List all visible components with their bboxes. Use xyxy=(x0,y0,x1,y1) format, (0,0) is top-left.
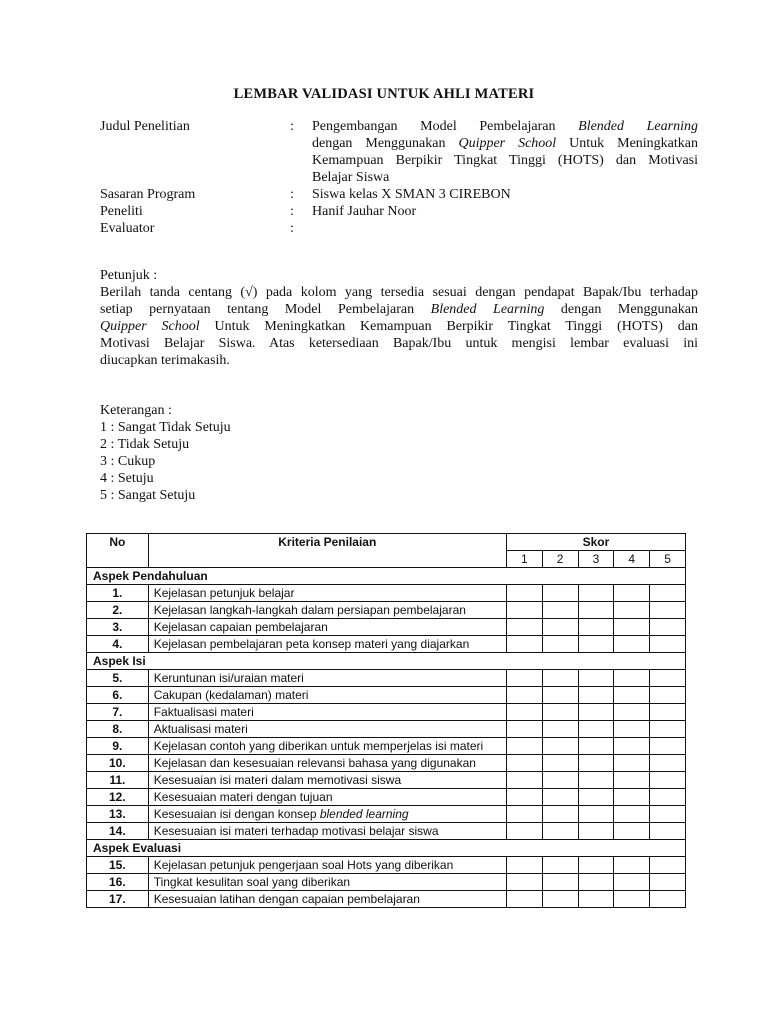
score-cell-2[interactable] xyxy=(542,806,578,823)
score-cell-3[interactable] xyxy=(578,857,614,874)
row-criterion: Kejelasan dan kesesuaian relevansi bahasa yang digunakan xyxy=(148,755,506,772)
row-criterion: Kejelasan contoh yang diberikan untuk memperjelas isi materi xyxy=(148,738,506,755)
score-cell-1[interactable] xyxy=(506,806,542,823)
row-number: 10. xyxy=(87,755,149,772)
row-number: 7. xyxy=(87,704,149,721)
score-cell-2[interactable] xyxy=(542,602,578,619)
score-cell-3[interactable] xyxy=(578,602,614,619)
instructions xyxy=(100,267,698,369)
score-cell-2[interactable] xyxy=(542,789,578,806)
score-cell-1[interactable] xyxy=(506,891,542,908)
table-row xyxy=(87,619,686,636)
legend-heading: Keterangan : xyxy=(100,403,172,418)
score-cell-3[interactable] xyxy=(578,704,614,721)
table-row xyxy=(87,687,686,704)
score-cell-3[interactable] xyxy=(578,823,614,840)
row-criterion: Kesesuaian latihan dengan capaian pembelajaran xyxy=(148,891,506,908)
row-number: 14. xyxy=(87,823,149,840)
score-cell-4[interactable] xyxy=(614,619,650,636)
score-cell-3[interactable] xyxy=(578,636,614,653)
instructions-heading: Petunjuk : xyxy=(100,268,158,283)
table-row xyxy=(87,857,686,874)
table-row xyxy=(87,670,686,687)
table-header-row xyxy=(87,534,686,551)
row-criterion: Kejelasan langkah-langkah dalam persiapan pembelajaran xyxy=(148,602,506,619)
section-row xyxy=(87,568,686,585)
table-row xyxy=(87,636,686,653)
score-cell-5[interactable] xyxy=(650,772,686,789)
page-title: LEMBAR VALIDASI UNTUK AHLI MATERI xyxy=(233,86,535,102)
table-row xyxy=(87,806,686,823)
row-number: 6. xyxy=(87,687,149,704)
judul-label: Judul Penelitian xyxy=(100,119,190,134)
row-number: 15. xyxy=(87,857,149,874)
score-cell-5[interactable] xyxy=(650,721,686,738)
row-criterion: Kejelasan petunjuk pengerjaan soal Hots yang diberikan xyxy=(148,857,506,874)
score-cell-4[interactable] xyxy=(614,789,650,806)
score-cell-1[interactable] xyxy=(506,755,542,772)
row-criterion: Keruntunan isi/uraian materi xyxy=(148,670,506,687)
row-number: 2. xyxy=(87,602,149,619)
score-cell-2[interactable] xyxy=(542,772,578,789)
score-cell-3[interactable] xyxy=(578,874,614,891)
instructions-line: Motivasi Belajar Siswa. Atas ketersediaan Bapak/Ibu untuk mengisi lembar evaluasi ini xyxy=(100,336,698,351)
score-cell-2[interactable] xyxy=(542,874,578,891)
row-number: 16. xyxy=(87,874,149,891)
skor-level-5: 5 xyxy=(650,551,686,568)
score-cell-1[interactable] xyxy=(506,585,542,602)
table-row xyxy=(87,874,686,891)
score-cell-3[interactable] xyxy=(578,772,614,789)
sasaran-value: Siswa kelas X SMAN 3 CIREBON xyxy=(312,187,511,202)
header-skor: Skor xyxy=(506,534,685,551)
row-criterion: Kejelasan capaian pembelajaran xyxy=(148,619,506,636)
row-number: 8. xyxy=(87,721,149,738)
row-criterion: Faktualisasi materi xyxy=(148,704,506,721)
score-cell-3[interactable] xyxy=(578,619,614,636)
table-row xyxy=(87,891,686,908)
table-row xyxy=(87,602,686,619)
score-cell-1[interactable] xyxy=(506,738,542,755)
instructions-line: Berilah tanda centang (√) pada kolom yang tersedia sesuai dengan pendapat Bapak/Ibu terhadap xyxy=(100,285,698,300)
score-cell-2[interactable] xyxy=(542,670,578,687)
score-cell-4[interactable] xyxy=(614,704,650,721)
judul-line: dengan Menggunakan Quipper School Untuk Meningkatkan xyxy=(312,136,698,151)
judul-row xyxy=(100,118,698,186)
score-cell-2[interactable] xyxy=(542,636,578,653)
instructions-line: Quipper School Untuk Meningkatkan Kemampuan Berpikir Tingkat Tinggi (HOTS) dan xyxy=(100,319,698,334)
score-cell-1[interactable] xyxy=(506,602,542,619)
score-cell-2[interactable] xyxy=(542,857,578,874)
score-cell-1[interactable] xyxy=(506,874,542,891)
table-row xyxy=(87,772,686,789)
score-cell-3[interactable] xyxy=(578,755,614,772)
row-criterion: Kejelasan pembelajaran peta konsep materi yang diajarkan xyxy=(148,636,506,653)
score-cell-5[interactable] xyxy=(650,602,686,619)
instructions-line: setiap pernyataan tentang Model Pembelajaran Blended Learning dengan Menggunakan xyxy=(100,302,698,317)
section-title: Aspek Pendahuluan xyxy=(87,568,686,585)
instructions-line: diucapkan terimakasih. xyxy=(100,353,230,368)
legend-item: 3 : Cukup xyxy=(100,454,156,469)
evaluator-row xyxy=(100,220,698,237)
row-number: 9. xyxy=(87,738,149,755)
score-cell-4[interactable] xyxy=(614,857,650,874)
validation-table xyxy=(86,533,686,908)
score-cell-5[interactable] xyxy=(650,874,686,891)
score-cell-1[interactable] xyxy=(506,772,542,789)
score-cell-4[interactable] xyxy=(614,636,650,653)
score-cell-2[interactable] xyxy=(542,755,578,772)
score-cell-5[interactable] xyxy=(650,806,686,823)
score-cell-5[interactable] xyxy=(650,670,686,687)
evaluator-label: Evaluator xyxy=(100,221,155,236)
score-cell-3[interactable] xyxy=(578,891,614,908)
score-cell-5[interactable] xyxy=(650,636,686,653)
row-criterion: Kesesuaian isi materi terhadap motivasi belajar siswa xyxy=(148,823,506,840)
skor-level-1: 1 xyxy=(506,551,542,568)
score-cell-4[interactable] xyxy=(614,891,650,908)
colon: : xyxy=(290,187,294,202)
score-cell-5[interactable] xyxy=(650,704,686,721)
judul-line: Belajar Siswa xyxy=(312,170,390,185)
score-cell-4[interactable] xyxy=(614,585,650,602)
score-cell-5[interactable] xyxy=(650,789,686,806)
score-cell-4[interactable] xyxy=(614,602,650,619)
score-cell-5[interactable] xyxy=(650,619,686,636)
score-cell-1[interactable] xyxy=(506,857,542,874)
score-cell-4[interactable] xyxy=(614,874,650,891)
score-cell-5[interactable] xyxy=(650,891,686,908)
row-criterion: Aktualisasi materi xyxy=(148,721,506,738)
score-cell-5[interactable] xyxy=(650,687,686,704)
score-cell-5[interactable] xyxy=(650,755,686,772)
score-cell-4[interactable] xyxy=(614,806,650,823)
row-criterion: Kesesuaian isi materi dalam memotivasi siswa xyxy=(148,772,506,789)
peneliti-row xyxy=(100,203,698,220)
score-cell-2[interactable] xyxy=(542,619,578,636)
research-info xyxy=(100,118,698,237)
score-cell-3[interactable] xyxy=(578,585,614,602)
score-cell-3[interactable] xyxy=(578,687,614,704)
score-cell-4[interactable] xyxy=(614,721,650,738)
row-number: 4. xyxy=(87,636,149,653)
legend-item: 4 : Setuju xyxy=(100,471,154,486)
legend-item: 5 : Sangat Setuju xyxy=(100,488,196,503)
score-cell-5[interactable] xyxy=(650,738,686,755)
row-criterion: Kejelasan petunjuk belajar xyxy=(148,585,506,602)
score-cell-4[interactable] xyxy=(614,823,650,840)
score-cell-4[interactable] xyxy=(614,687,650,704)
score-cell-2[interactable] xyxy=(542,721,578,738)
score-cell-1[interactable] xyxy=(506,687,542,704)
row-number: 11. xyxy=(87,772,149,789)
score-legend xyxy=(100,402,400,504)
score-cell-1[interactable] xyxy=(506,670,542,687)
score-cell-4[interactable] xyxy=(614,755,650,772)
score-cell-2[interactable] xyxy=(542,823,578,840)
sasaran-row xyxy=(100,186,698,203)
section-title: Aspek Evaluasi xyxy=(87,840,686,857)
header-kriteria: Kriteria Penilaian xyxy=(148,534,506,568)
row-number: 1. xyxy=(87,585,149,602)
score-cell-1[interactable] xyxy=(506,619,542,636)
score-cell-5[interactable] xyxy=(650,857,686,874)
peneliti-value: Hanif Jauhar Noor xyxy=(312,204,417,219)
score-cell-1[interactable] xyxy=(506,704,542,721)
score-cell-2[interactable] xyxy=(542,585,578,602)
score-cell-2[interactable] xyxy=(542,687,578,704)
evaluator-value[interactable] xyxy=(312,220,698,237)
score-cell-1[interactable] xyxy=(506,636,542,653)
peneliti-label: Peneliti xyxy=(100,204,143,219)
score-cell-1[interactable] xyxy=(506,721,542,738)
judul-line: Kemampuan Berpikir Tingkat Tinggi (HOTS) dan Motivasi xyxy=(312,153,698,168)
legend-item: 2 : Tidak Setuju xyxy=(100,437,190,452)
table-row xyxy=(87,738,686,755)
score-cell-2[interactable] xyxy=(542,704,578,721)
colon: : xyxy=(290,204,294,219)
row-number: 13. xyxy=(87,806,149,823)
table-row xyxy=(87,789,686,806)
table-row xyxy=(87,755,686,772)
table-body xyxy=(87,568,686,908)
row-criterion: Cakupan (kedalaman) materi xyxy=(148,687,506,704)
score-cell-3[interactable] xyxy=(578,738,614,755)
score-cell-3[interactable] xyxy=(578,670,614,687)
score-cell-1[interactable] xyxy=(506,823,542,840)
table-row xyxy=(87,704,686,721)
instructions-body xyxy=(100,284,698,369)
section-row xyxy=(87,653,686,670)
sasaran-label: Sasaran Program xyxy=(100,187,196,202)
row-criterion: Tingkat kesulitan soal yang diberikan xyxy=(148,874,506,891)
section-row xyxy=(87,840,686,857)
table-row xyxy=(87,721,686,738)
score-cell-5[interactable] xyxy=(650,585,686,602)
judul-line: Pengembangan Model Pembelajaran Blended Learning xyxy=(312,119,698,134)
score-cell-1[interactable] xyxy=(506,789,542,806)
skor-level-3: 3 xyxy=(578,551,614,568)
row-criterion: Kesesuaian materi dengan tujuan xyxy=(148,789,506,806)
header-no: No xyxy=(87,534,149,568)
colon: : xyxy=(290,119,294,134)
score-cell-2[interactable] xyxy=(542,891,578,908)
row-number: 3. xyxy=(87,619,149,636)
score-cell-4[interactable] xyxy=(614,772,650,789)
legend-items xyxy=(100,419,400,504)
table-row xyxy=(87,823,686,840)
skor-level-2: 2 xyxy=(542,551,578,568)
colon: : xyxy=(290,221,294,236)
judul-value xyxy=(312,118,698,186)
score-cell-3[interactable] xyxy=(578,806,614,823)
row-number: 12. xyxy=(87,789,149,806)
score-cell-4[interactable] xyxy=(614,738,650,755)
row-number: 17. xyxy=(87,891,149,908)
score-cell-3[interactable] xyxy=(578,789,614,806)
score-cell-3[interactable] xyxy=(578,721,614,738)
row-criterion: Kesesuaian isi dengan konsep blended learning xyxy=(148,806,506,823)
skor-level-4: 4 xyxy=(614,551,650,568)
table-row xyxy=(87,585,686,602)
section-title: Aspek Isi xyxy=(87,653,686,670)
score-cell-2[interactable] xyxy=(542,738,578,755)
score-cell-5[interactable] xyxy=(650,823,686,840)
row-number: 5. xyxy=(87,670,149,687)
score-cell-4[interactable] xyxy=(614,670,650,687)
legend-item: 1 : Sangat Tidak Setuju xyxy=(100,420,231,435)
